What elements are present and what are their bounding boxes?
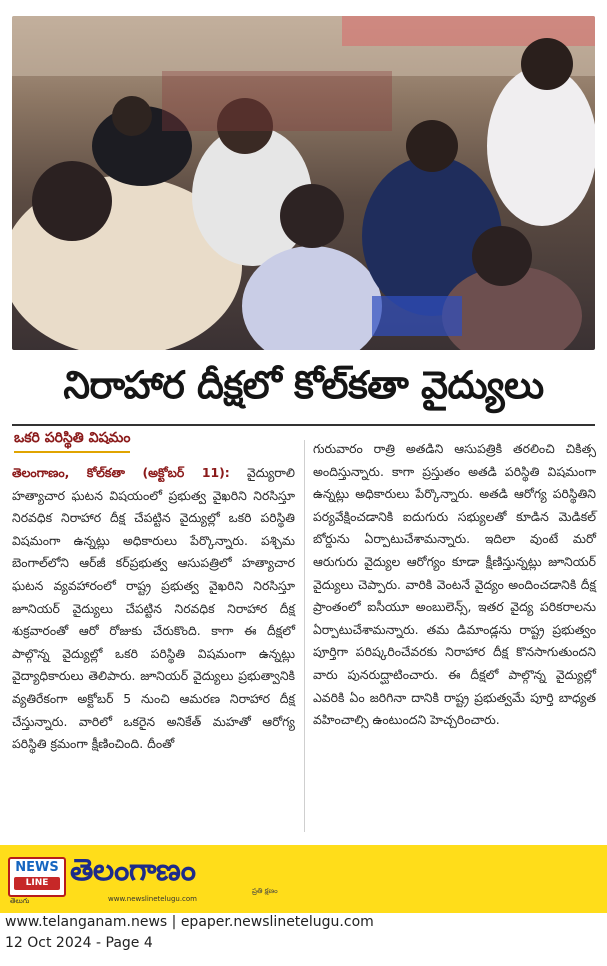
masthead-band (0, 845, 607, 913)
newsline-logo-top: NEWS (15, 860, 59, 875)
newsline-logo-caption: తెలుగు (10, 897, 30, 905)
footer-links[interactable]: www.telanganam.news | epaper.newslinetelugu.com (5, 914, 374, 930)
brand-website: www.newslinetelugu.com (108, 895, 197, 903)
news-photo (12, 16, 595, 350)
protest-scene-illustration (12, 16, 595, 350)
footer-date-page: 12 Oct 2024 - Page 4 (5, 935, 153, 951)
brand-tagline: ప్రతి క్షణం (252, 887, 278, 895)
newsline-logo (8, 857, 66, 897)
left-column-text: వైద్యురాలి హత్యాచార ఘటన విషయంలో ప్రభుత్వ వైఖరిని నిరసిస్తూ నిరవధిక నిరాహార దీక్ష చేపట్టిన వైద్యుల్లో ఒకరి పరిస్థితి విషమంగా ఉన్నట్లు అధికారులు పేర్కొన్నారు. పశ్చిమ బెంగాల్‌లోని ఆర్‌జీ కర్‌ప్రభుత్వ ఆసుపత్రిలో హత్యాచార ఘటన వ్యవహారంలో రాష్ట్ర ప్రభుత్వ వైఖరిని నిరసిస్తూ జూనియర్ వైద్యులు చేపట్టిన నిరవధిక నిరాహార దీక్ష శుక్రవారంతో ఆరో రోజుకు చేరుకొంది. కాగా ఈ దీక్షలో పాల్గొన్న వైద్యుల్లో ఒకరి పరిస్థితి విషమంగా ఉన్నట్లు వైద్యాధికారులు తెలిపారు. జూనియర్ వైద్యులు ప్రభుత్వానికి వ్యతిరేకంగా అక్టోబర్ 5 నుంచి ఆమరణ నిరాహార దీక్ష చేస్తున్నారు. వారిలో ఒకరైన అనికేత్ మహతో ఆరోగ్య పరిస్థితి క్రమంగా క్షీణించింది. దీంతో (12, 465, 295, 752)
headline-rule (12, 424, 595, 426)
telanganam-brand: తెలంగాణం (70, 853, 196, 888)
article-left-column (12, 462, 295, 756)
article-right-column: గురువారం రాత్రి అతడిని ఆసుపత్రికి తరలించి చికిత్స అందిస్తున్నారు. కాగా ప్రస్తుతం అతడి పరిస్థితి విషమంగా ఉన్నట్లు అధికారులు పేర్కొన్నారు. అతడి ఆరోగ్య పరిస్థితిని పర్యవేక్షించడానికి ఐదుగురు సభ్యులతో కూడిన మెడికల్ బోర్డును ఏర్పాటుచేశామన్నారు. ఇదిలా వుంటే మరో ఆరుగురు వైద్యుల ఆరోగ్యం కూడా క్షీణిస్తున్నట్లు జూనియర్ వైద్యులు చెప్పారు. వారికి వెంటనే వైద్యం అందించడానికి దీక్ష ప్రాంతంలో ఐసీయూ అంబులెన్స్, ఇతర వైద్య పరికరాలను ఏర్పాటుచేశామన్నారు. తమ డిమాండ్లను రాష్ట్ర ప్రభుత్వం పూర్తిగా పరిష్కరించేవరకు నిరాహార దీక్ష కొనసాగుతుందని వారు పునరుద్ఘాటించారు. ఈ దీక్షలో పాల్గొన్న వైద్యుల్లో ఎవరికి ఏం జరిగినా దానికి రాష్ట్ర ప్రభుత్వమే పూర్తి బాధ్యత వహించాల్సి ఉంటుందని హెచ్చరించారు. (313, 441, 596, 728)
article-headline: నిరాహార దీక్షలో కోల్‌కతా వైద్యులు (63, 363, 544, 407)
newsline-logo-bottom: LINE (14, 877, 60, 890)
article-dateline: తెలంగాణం, కోల్‌కతా (అక్టోబర్ 11): (12, 465, 230, 480)
column-divider (304, 440, 305, 832)
article-subheadline: ఒకరి పరిస్థితి విషమం (14, 430, 130, 453)
